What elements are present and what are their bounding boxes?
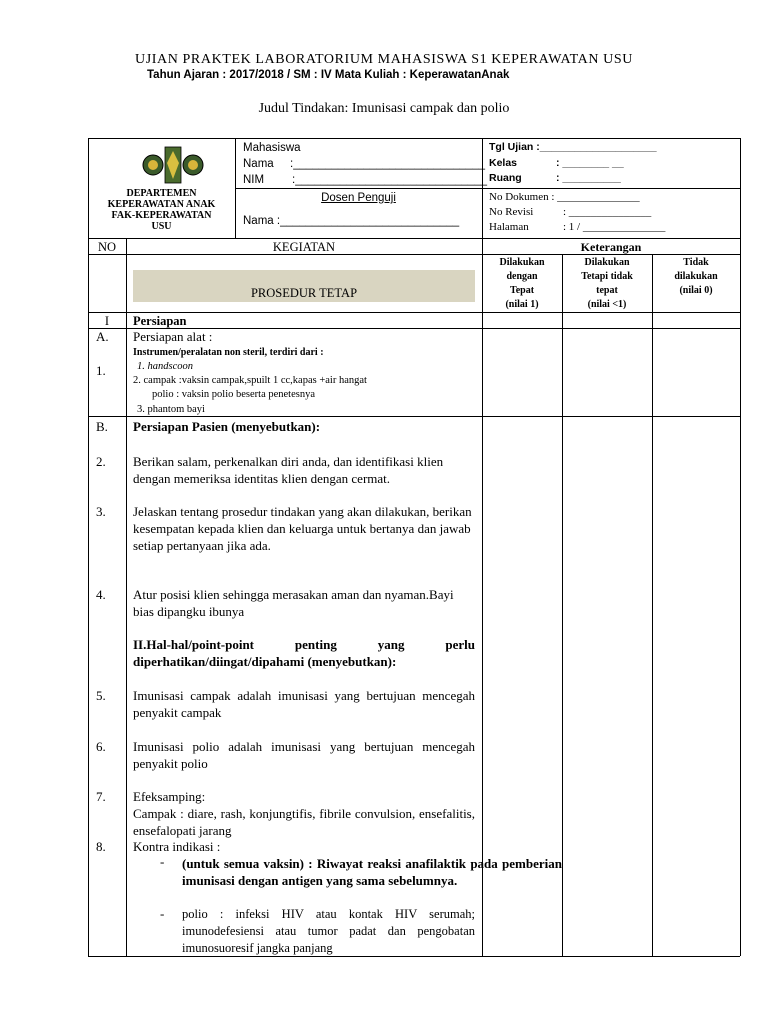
dosen-penguji-label: Dosen Penguji bbox=[321, 192, 396, 204]
kontra-indikasi-label: Kontra indikasi : bbox=[133, 839, 221, 854]
item-number: 1. bbox=[96, 363, 106, 378]
kontra-indikasi-item: (untuk semua vaksin) : Riwayat reaksi anafilaktik pada pemberian imunisasi dengan antigen yang sama sebelumnya. bbox=[182, 856, 562, 888]
table-border bbox=[88, 138, 89, 956]
section-ii-title: II.Hal-hal/point-point penting yang perlu bbox=[133, 637, 475, 652]
col-tidak-tepat-header: Dilakukan bbox=[584, 257, 630, 268]
table-border bbox=[126, 238, 127, 956]
kelas-field[interactable]: : ________ __ bbox=[556, 157, 624, 169]
section-ii-title: diperhatikan/diingat/dipahami (menyebutkan): bbox=[133, 654, 397, 669]
step-text: Campak : diare, rash, konjungtifis, fibrile convulsion, ensefalitis, ensefalopati jarang bbox=[133, 806, 475, 838]
step-text: Imunisasi campak adalah imunisasi yang bertujuan mencegah penyakit campak bbox=[133, 688, 475, 720]
list-item: 2. campak :vaksin campak,spuilt 1 cc,kapas +air hangat bbox=[133, 375, 367, 386]
item-number: 6. bbox=[96, 739, 106, 754]
item-number: 8. bbox=[96, 839, 106, 854]
table-border bbox=[88, 254, 740, 255]
table-border bbox=[88, 138, 740, 139]
instrumen-label: Instrumen/peralatan non steril, terdiri dari : bbox=[133, 347, 324, 358]
col-tidak-tepat-header: Tetapi tidak bbox=[581, 271, 633, 282]
step-text: Jelaskan tentang prosedur tindakan yang akan dilakukan, berikan kesempatan kepada klien dan keluarga untuk bertanya dan jawab setiap pertanyaan jika ada. bbox=[133, 504, 472, 553]
table-border bbox=[235, 138, 236, 238]
item-number: 2. bbox=[96, 454, 106, 469]
col-tidak-tepat-header: (nilai <1) bbox=[587, 299, 627, 310]
table-border bbox=[482, 138, 483, 238]
no-dokumen-field[interactable]: No Dokumen : _______________ bbox=[489, 191, 640, 203]
nim-label: NIM bbox=[243, 174, 265, 186]
list-item: polio : vaksin polio beserta penetesnya bbox=[152, 389, 316, 400]
nama-label: Nama bbox=[243, 158, 274, 170]
table-border bbox=[88, 238, 740, 239]
step-text: Atur posisi klien sehingga merasakan aman dan nyaman.Bayi bias dipangku ibunya bbox=[133, 587, 454, 619]
section-number: I bbox=[104, 314, 110, 328]
halaman-label: Halaman bbox=[489, 221, 529, 233]
no-revisi-field[interactable]: : _______________ bbox=[563, 206, 652, 218]
col-tepat-header: dengan bbox=[506, 271, 538, 282]
item-number: 4. bbox=[96, 587, 106, 602]
no-revisi-label: No Revisi bbox=[489, 206, 534, 218]
col-tidak-header: Tidak bbox=[683, 257, 709, 268]
dosen-nama-field[interactable]: Nama :____________________________ bbox=[243, 215, 460, 227]
persiapan-alat-label: Persiapan alat : bbox=[133, 329, 213, 344]
prosedur-tetap-label: PROSEDUR TETAP bbox=[250, 286, 358, 300]
bullet-dash: - bbox=[160, 906, 165, 921]
table-border bbox=[652, 254, 653, 956]
dept-line: KEPERAWATAN ANAK bbox=[107, 199, 216, 210]
col-tepat-header: Dilakukan bbox=[499, 257, 545, 268]
efeksamping-label: Efeksamping: bbox=[133, 789, 206, 804]
col-keterangan-header: Keterangan bbox=[580, 240, 642, 254]
table-border bbox=[482, 238, 483, 956]
bullet-dash: - bbox=[160, 854, 165, 869]
dept-line: DEPARTEMEN bbox=[126, 188, 197, 199]
usu-logo-icon bbox=[141, 143, 205, 187]
item-number: 7. bbox=[96, 789, 106, 804]
table-border bbox=[235, 188, 740, 189]
dept-line: FAK-KEPERAWATAN bbox=[111, 210, 212, 221]
col-no-header: NO bbox=[97, 240, 117, 254]
dept-line: USU bbox=[151, 221, 172, 232]
item-number: 3. bbox=[96, 504, 106, 519]
judul-tindakan: Judul Tindakan: Imunisasi campak dan polio bbox=[258, 101, 510, 116]
item-number: 5. bbox=[96, 688, 106, 703]
col-tidak-tepat-header: tepat bbox=[596, 285, 618, 296]
table-border bbox=[562, 254, 563, 956]
nama-field[interactable]: :______________________________ bbox=[290, 158, 486, 170]
tgl-ujian-field[interactable]: Tgl Ujian :____________________ bbox=[489, 141, 657, 153]
halaman-field[interactable]: : 1 / _______________ bbox=[563, 221, 666, 233]
ruang-label: Ruang bbox=[489, 172, 522, 184]
section-title: Persiapan bbox=[133, 314, 187, 328]
kelas-label: Kelas bbox=[489, 157, 518, 169]
document-subtitle: Tahun Ajaran : 2017/2018 / SM : IV Mata Kuliah : KeperawatanAnak bbox=[147, 69, 510, 81]
col-tepat-header: Tepat bbox=[509, 285, 535, 296]
col-tidak-header: (nilai 0) bbox=[679, 285, 713, 296]
list-item: 1. handscoon bbox=[137, 361, 193, 372]
col-tepat-header: (nilai 1) bbox=[505, 299, 539, 310]
step-text: Berikan salam, perkenalkan diri anda, dan identifikasi klien dengan memeriksa identitas klien dengan cermat. bbox=[133, 454, 444, 486]
mahasiswa-label: Mahasiswa bbox=[243, 142, 301, 154]
item-number: A. bbox=[96, 329, 109, 344]
col-kegiatan-header: KEGIATAN bbox=[272, 240, 336, 254]
persiapan-pasien-label: Persiapan Pasien (menyebutkan): bbox=[133, 419, 321, 434]
table-border bbox=[740, 138, 741, 956]
ruang-field[interactable]: : __________ bbox=[556, 172, 621, 184]
table-border bbox=[88, 312, 740, 313]
list-item: 3. phantom bayi bbox=[137, 404, 205, 415]
item-number: B. bbox=[96, 419, 108, 434]
kontra-indikasi-item: polio : infeksi HIV atau kontak HIV serumah; imunodefesiensi atau tumor padat dan pengobatan imunosuoresif jangka panjang bbox=[182, 907, 475, 955]
col-tidak-header: dilakukan bbox=[674, 271, 718, 282]
step-text: Imunisasi polio adalah imunisasi yang bertujuan mencegah penyakit polio bbox=[133, 739, 475, 771]
nim-field[interactable]: :______________________________ bbox=[292, 174, 488, 186]
document-title: UJIAN PRAKTEK LABORATORIUM MAHASISWA S1 KEPERAWATAN USU bbox=[135, 52, 633, 67]
